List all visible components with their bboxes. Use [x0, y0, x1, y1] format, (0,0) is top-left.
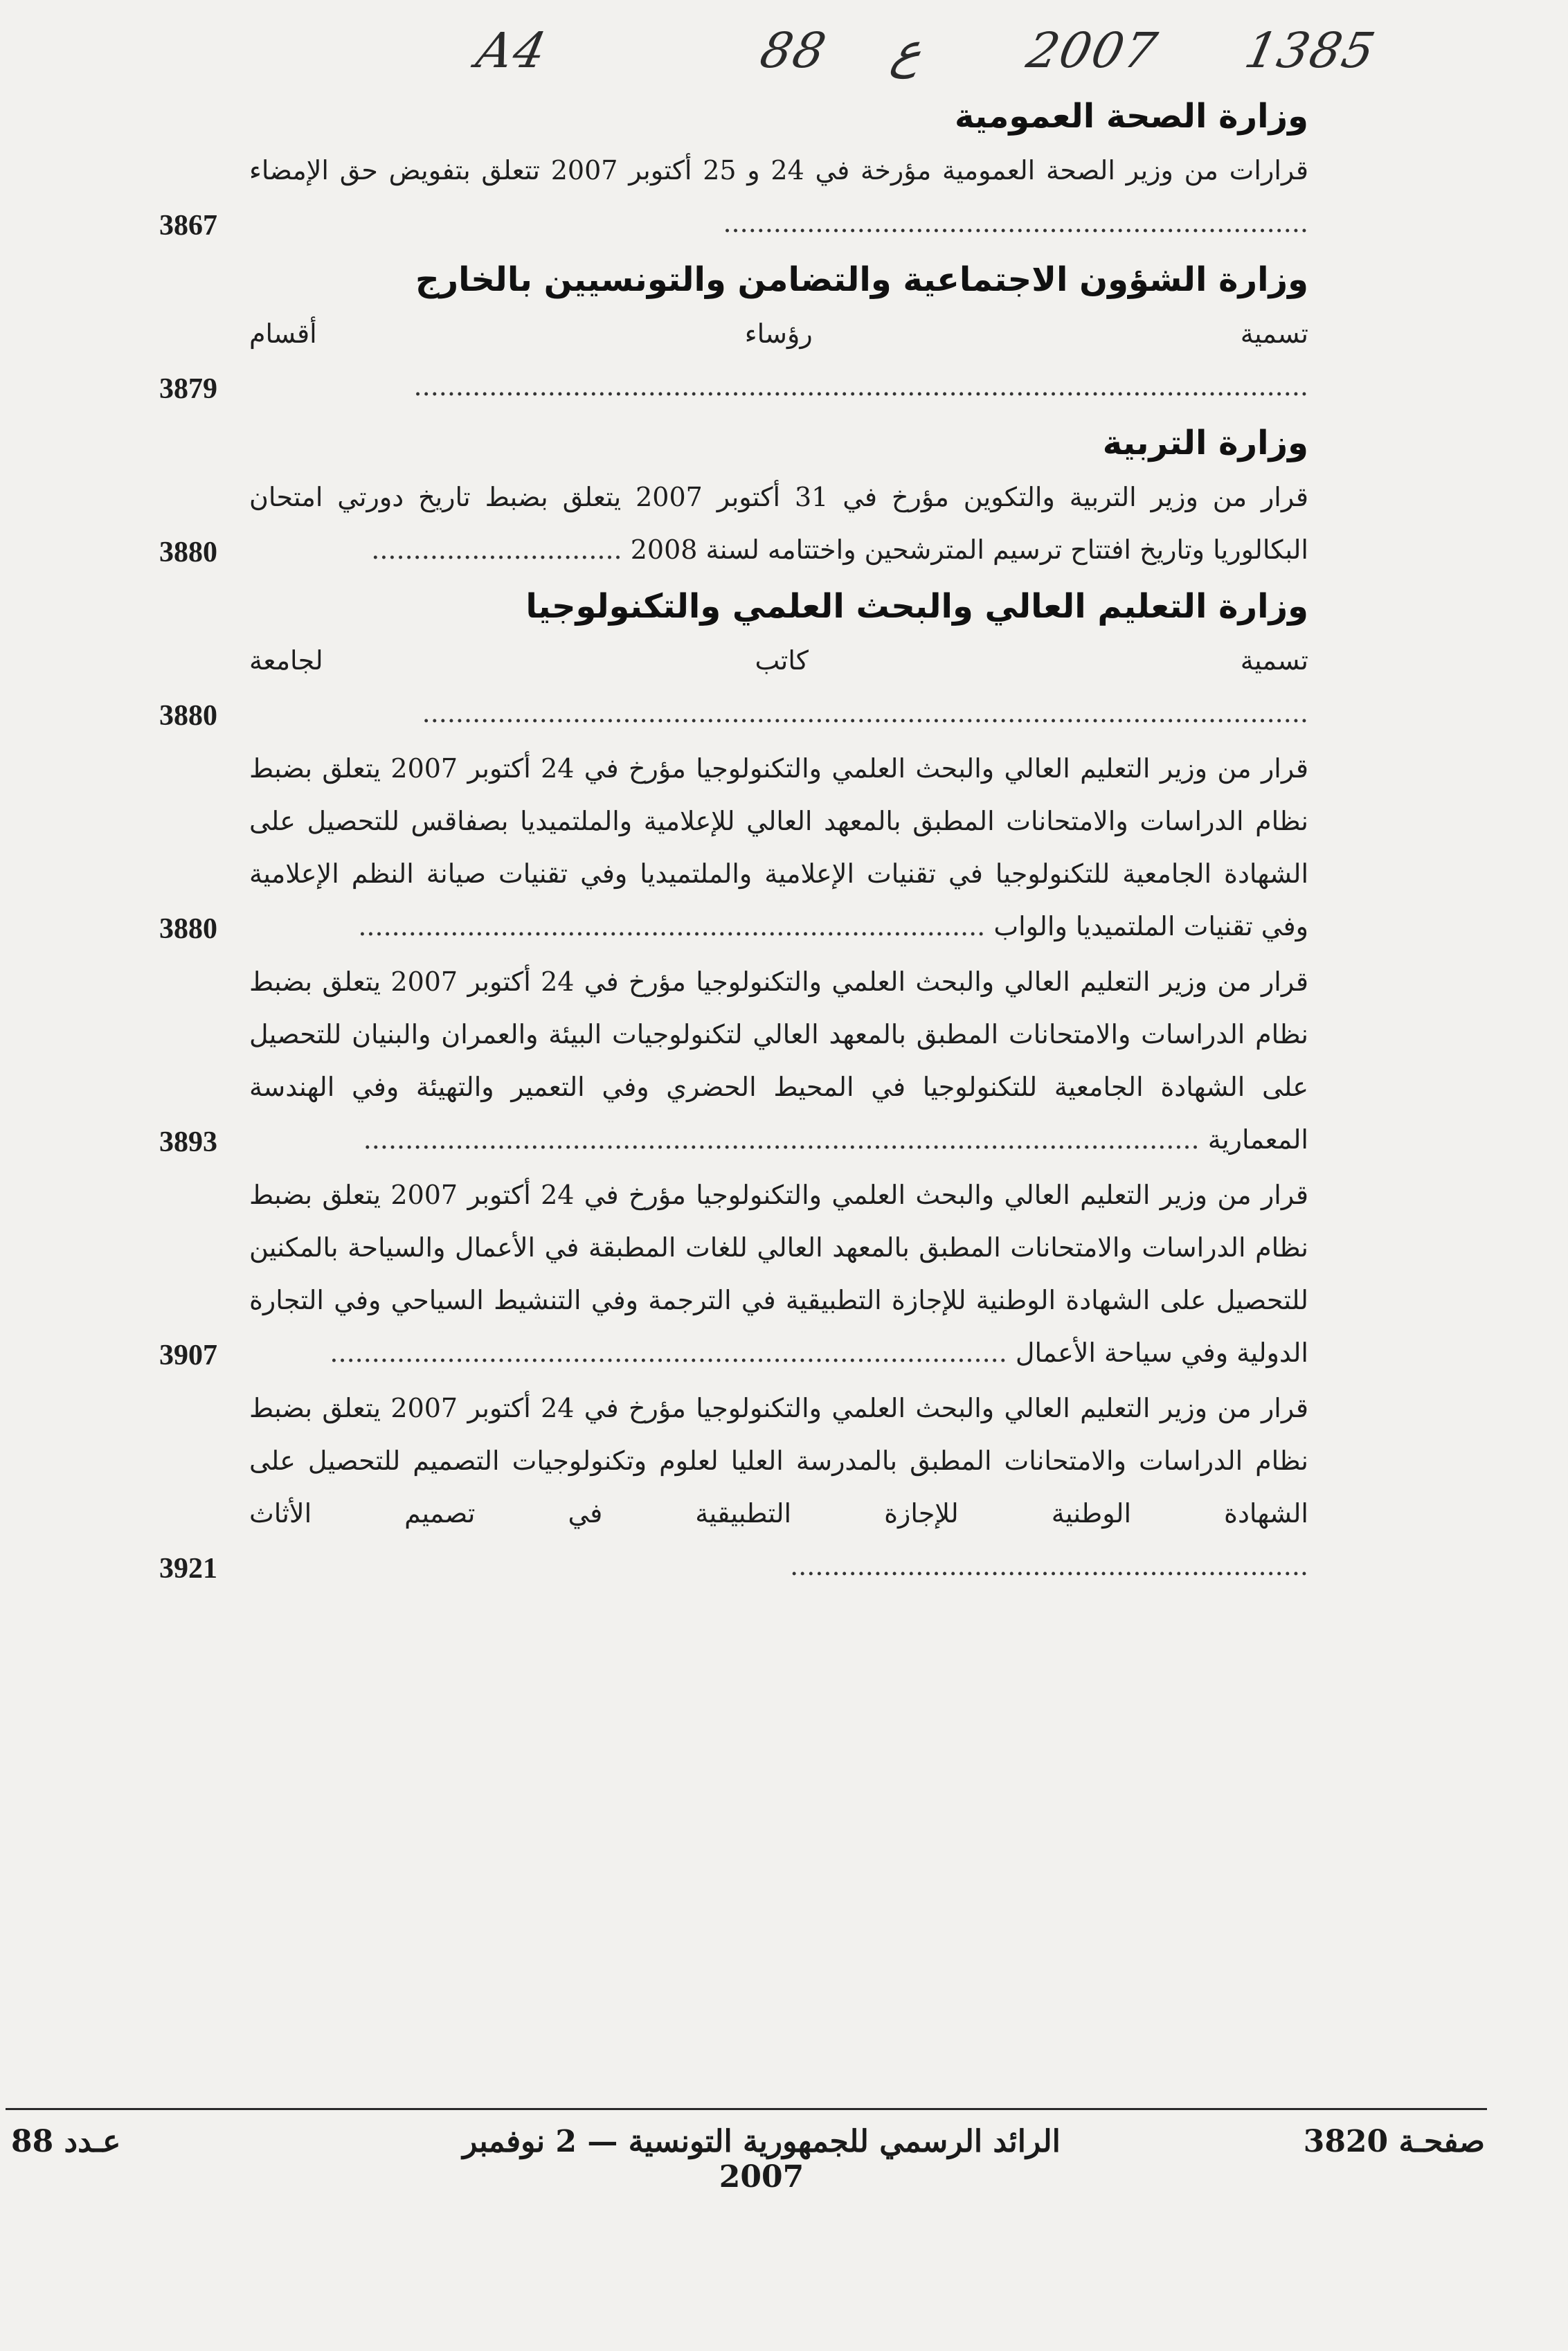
toc-entry[interactable]: [159, 471, 1308, 576]
ministry-heading: وزارة الصحة العمومية: [954, 97, 1308, 136]
toc-entry[interactable]: [159, 634, 1308, 739]
entry-page-number: 3880: [159, 913, 217, 945]
footer-page-number: صفحـة 3820: [1303, 2124, 1485, 2159]
leader-dots: ......................................................................: [723, 208, 1308, 238]
footer-issue-number: عـدد 88: [11, 2124, 121, 2159]
ministry-heading: وزارة التربية: [1102, 424, 1308, 462]
entry-text: قرار من وزير التعليم العالي والبحث العلمي والتكنولوجيا مؤرخ في 24 أكتوبر 2007 يتعلق بضبط نظام الدراسات والامتحانات المطبق بالمدرسة العليا لعلوم وتكنولوجيات التصميم للتحصيل على الشهادة الوطنية للإجازة التطبيقية في تصميم الأثاث: [249, 1393, 1308, 1529]
section-higher-education: [159, 579, 1308, 1592]
entry-text: قرار من وزير التعليم العالي والبحث العلمي والتكنولوجيا مؤرخ في 24 أكتوبر 2007 يتعلق بضبط نظام الدراسات والامتحانات المطبق بالمعهد العالي لتكنولوجيات البيئة والعمران والبنيان للتحصيل على الشهادة الجامعية للتكنولوجيا في المحيط الحضري وفي التعمير والتهيئة وفي الهندسة المعمارية: [249, 966, 1308, 1155]
toc-entry[interactable]: [159, 1169, 1308, 1379]
footer-divider: [6, 2108, 1487, 2110]
entry-text: قرار من وزير التعليم العالي والبحث العلمي والتكنولوجيا مؤرخ في 24 أكتوبر 2007 يتعلق بضبط نظام الدراسات والامتحانات المطبق بالمعهد العالي للغات المطبقة في الأعمال والسياحة بالمكنين للتحصيل على الشهادة الوطنية للإجازة التطبيقية في الترجمة وفي التنشيط السياحي وفي التجارة الدولية وفي سياحة الأعمال: [249, 1180, 1308, 1368]
entry-text: تسمية رؤساء أقسام: [249, 318, 1308, 349]
handwritten-number: 1385: [1240, 22, 1381, 79]
entry-text: تسمية كاتب لجامعة: [249, 645, 1308, 676]
leader-dots: ...........................................................................: [358, 911, 994, 942]
section-health: [159, 89, 1308, 249]
leader-dots: ..........................................................................................................: [422, 698, 1308, 728]
toc-entry[interactable]: [159, 307, 1308, 413]
leader-dots: ....................................................................................................: [363, 1124, 1208, 1155]
handwritten-year: 2007: [1022, 22, 1163, 79]
leader-dots: .................................................................................: [330, 1337, 1016, 1368]
ministry-heading: وزارة الشؤون الاجتماعية والتضامن والتونسيين بالخارج: [415, 260, 1308, 299]
leader-dots: ...........................................................................................................: [413, 371, 1308, 402]
entry-page-number: 3921: [159, 1553, 217, 1585]
entry-page-number: 3867: [159, 210, 217, 242]
entry-text: قرارات من وزير الصحة العمومية مؤرخة في 24 و 25 أكتوبر 2007 تتعلق بتفويض حق الإمضاء: [249, 155, 1309, 186]
entry-page-number: 3893: [159, 1126, 217, 1158]
leader-dots: ..............................................................: [790, 1551, 1308, 1581]
entry-text: قرار من وزير التعليم العالي والبحث العلمي والتكنولوجيا مؤرخ في 24 أكتوبر 2007 يتعلق بضبط نظام الدراسات والامتحانات المطبق بالمعهد العالي للإعلامية والملتميديا بصفاقس للتحصيل على الشهادة الجامعية للتكنولوجيا في تقنيات الإعلامية والملتميديا وفي تقنيات صيانة النظم الإعلامية وفي تقنيات الملتميديا والواب: [249, 753, 1308, 942]
section-education: [159, 415, 1308, 576]
toc-entry[interactable]: [159, 955, 1308, 1166]
toc-entry[interactable]: [159, 1382, 1308, 1592]
ministry-heading: وزارة التعليم العالي والبحث العلمي والتكنولوجيا: [525, 587, 1308, 626]
entry-page-number: 3880: [159, 537, 217, 568]
entry-page-number: 3879: [159, 373, 217, 405]
entry-page-number: 3880: [159, 700, 217, 732]
handwritten-a4: A4: [471, 22, 552, 79]
entry-page-number: 3907: [159, 1340, 217, 1371]
leader-dots: ..............................: [371, 534, 631, 565]
entry-text: قرار من وزير التربية والتكوين مؤرخ في 31 أكتوبر 2007 يتعلق بضبط تاريخ دورتي امتحان البكالوريا وتاريخ افتتاح ترسيم المترشحين واختتامه لسنة 2008: [249, 482, 1308, 565]
toc-entry[interactable]: [159, 742, 1308, 953]
handwritten-issue: 88: [755, 22, 832, 79]
toc-entry[interactable]: [159, 144, 1308, 249]
table-of-contents: [159, 89, 1308, 1595]
handwritten-letter: ع: [887, 22, 928, 79]
footer-publication-title: الرائد الرسمي للجمهورية التونسية — 2 نوفمبر 2007: [462, 2124, 1061, 2195]
section-social-affairs: [159, 252, 1308, 413]
